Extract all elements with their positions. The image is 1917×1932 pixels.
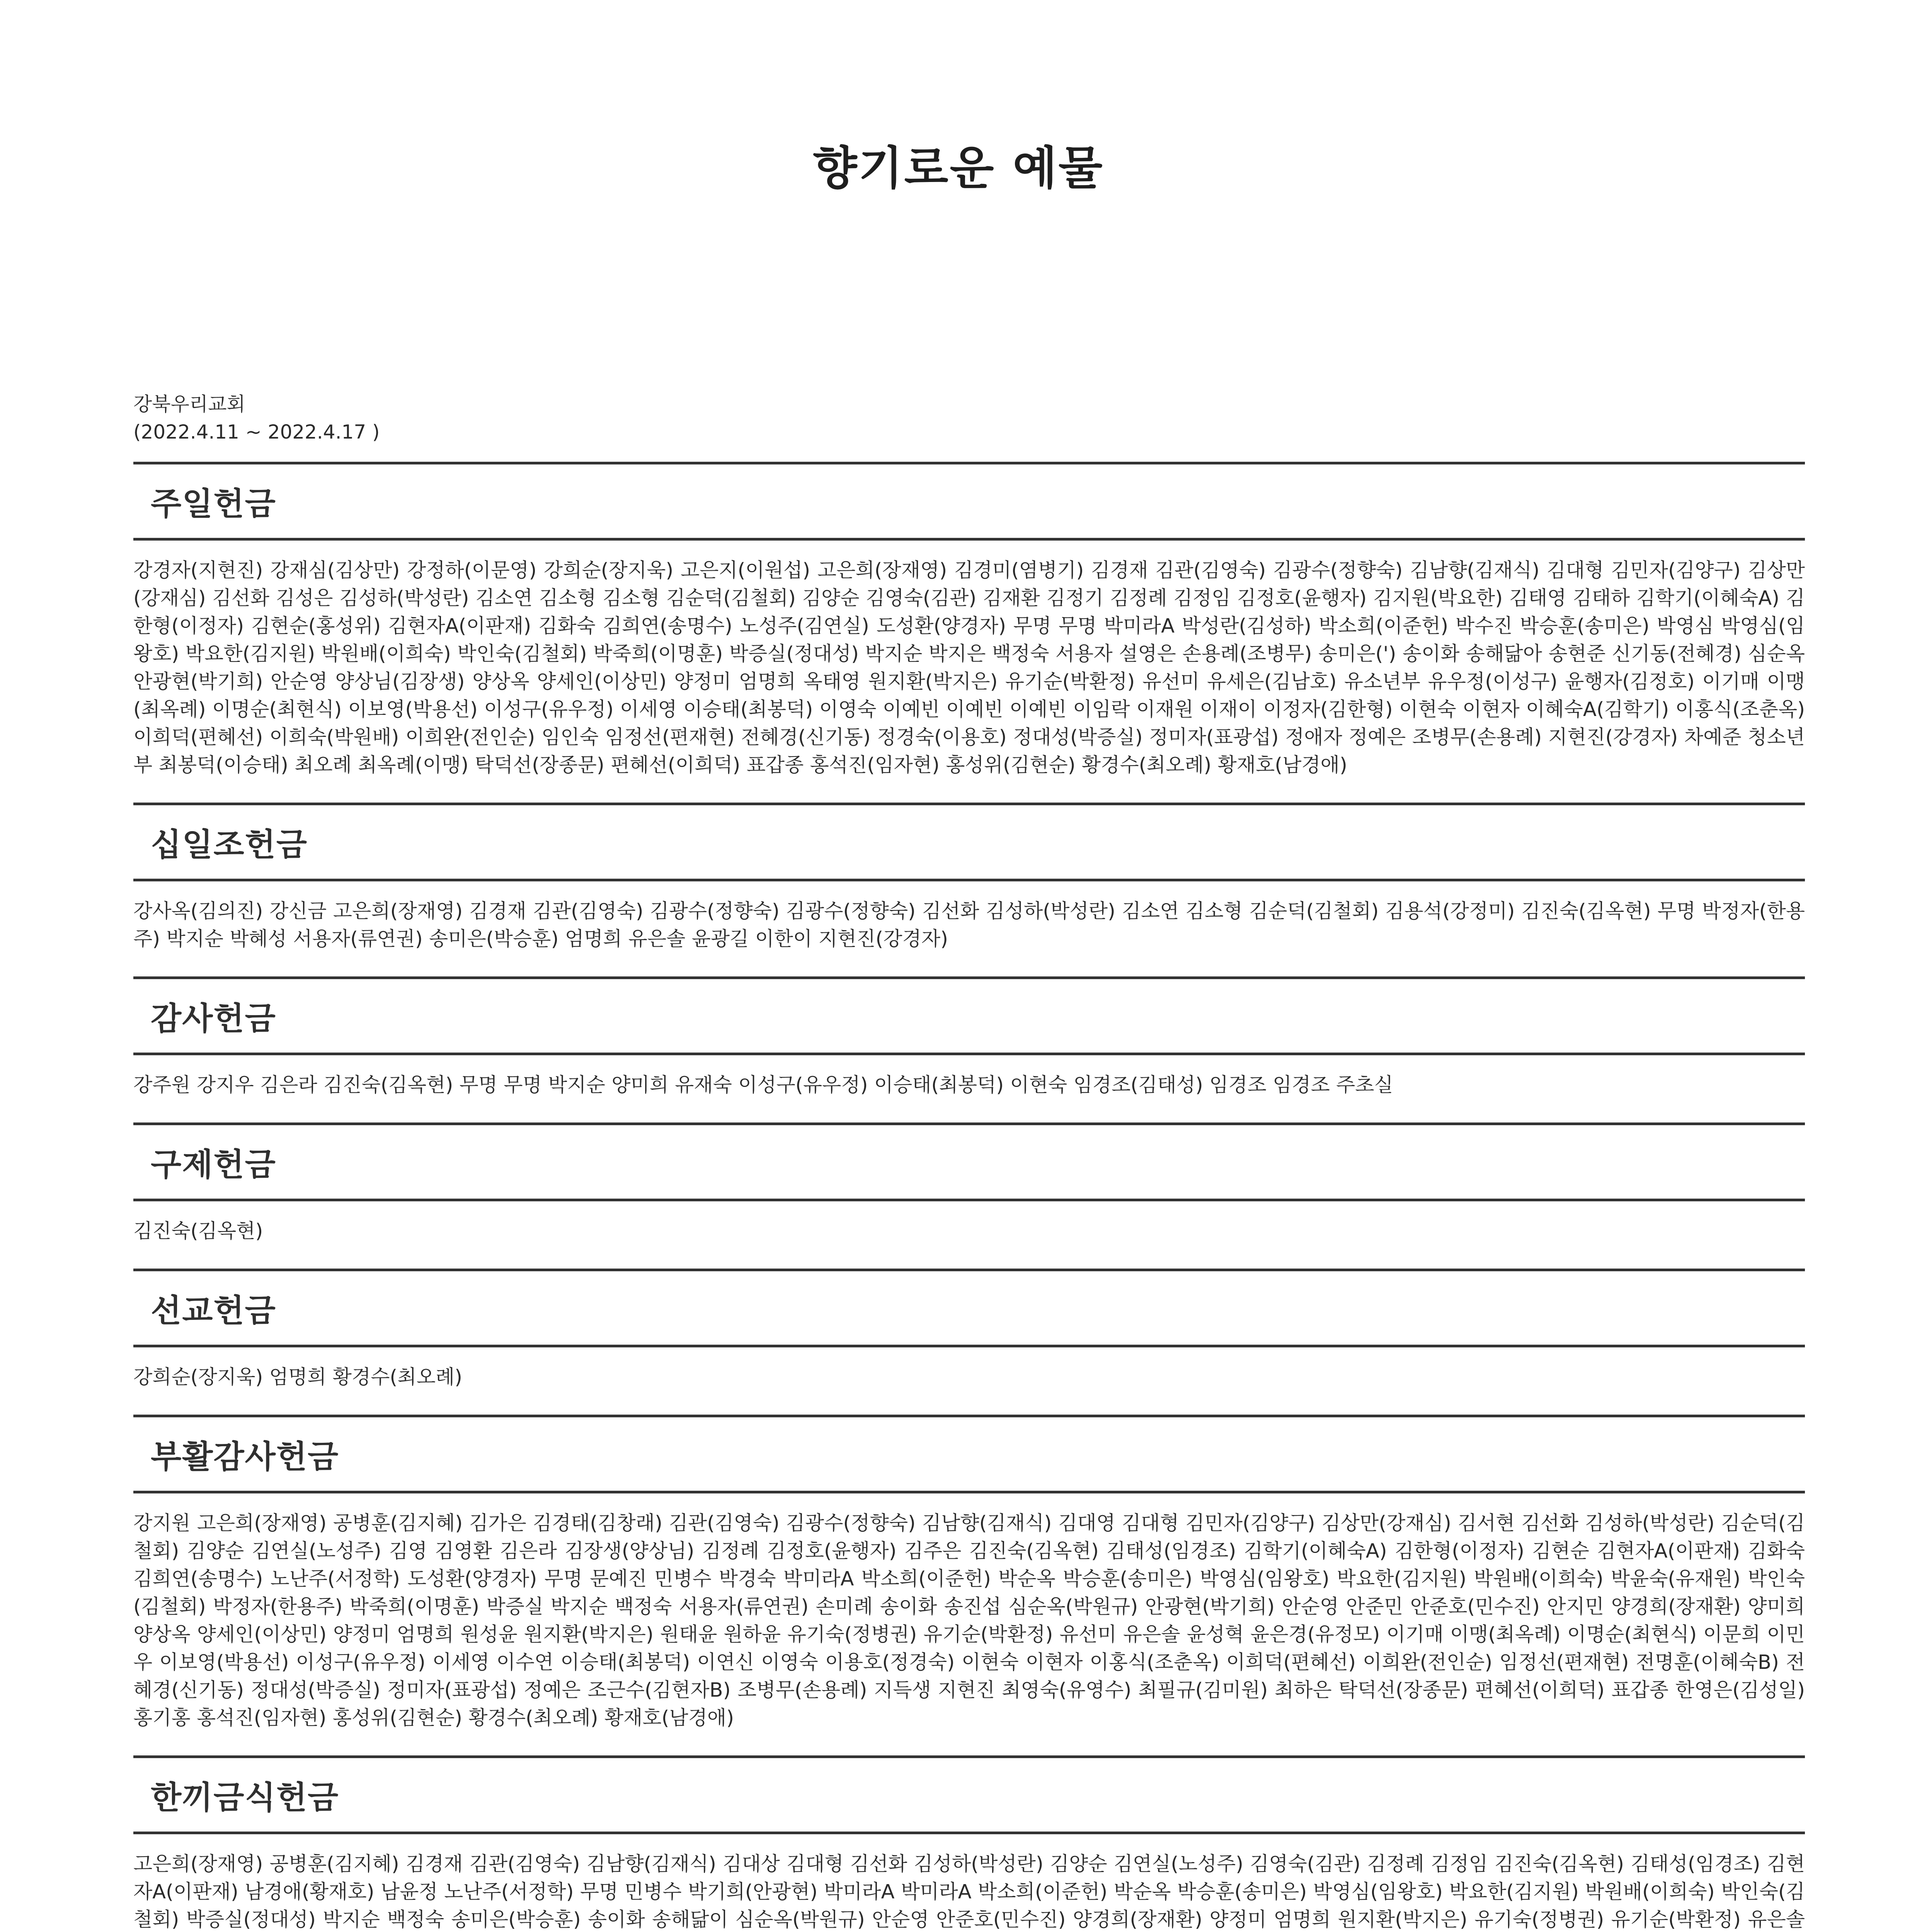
section-title: 한끼금식헌금 <box>151 1779 339 1816</box>
section-divider <box>133 1122 1805 1125</box>
section-fasting-offering <box>133 1755 1805 1932</box>
church-info <box>133 390 380 446</box>
section-header <box>133 805 1805 879</box>
section-divider <box>133 879 1805 881</box>
donor-list: 강사옥(김의진) 강신금 고은희(장재영) 김경재 김관(김영숙) 김광수(정향숙) 김광수(정향숙) 김선화 김성하(박성란) 김소연 김소형 김순덕(김철회) 김용석(강정미) 김진숙(김옥현) 무명 박정자(한용주) 박지순 박혜성 서용자(류연권) 송미은(박승훈) 엄명희 유은솔 윤광길 이한이 지현진(강경자) <box>133 900 1805 951</box>
section-divider <box>133 1345 1805 1347</box>
donor-list: 강희순(장지욱) 엄명희 황경수(최오례) <box>133 1366 463 1389</box>
donor-list: 고은희(장재영) 공병훈(김지혜) 김경재 김관(김영숙) 김남향(김재식) 김대상 김대형 김선화 김성하(박성란) 김양순 김연실(노성주) 김영숙(김관) 김정례 김정임 김진숙(김옥현) 김태성(임경조) 김현자A(이판재) 남경애(황재호) 남윤정 노난주(서정학) 무명 민병수 박기희(안광현) 박미라A 박미라A 박소희(이준헌) 박순옥 박승훈(송미은) 박영심(임왕호) 박요한(김지원) 박원배(이희숙) 박인숙(김철회) 박증실(정대성) 박지순 백정숙 송미은(박승훈) 송이화 송해닮이 심순옥(박원규) 안순영 안준호(민수진) 양경희(장재환) 양정미 엄명희 원지환(박지은) 유기숙(정병권) 유기순(박환정) 유은솔 <box>133 1853 1805 1931</box>
section-title: 주일헌금 <box>151 485 276 522</box>
donor-list: 김진숙(김옥현) <box>133 1220 263 1243</box>
section-title: 구제헌금 <box>151 1146 276 1183</box>
section-divider <box>133 1832 1805 1834</box>
section-thanksgiving-offering <box>133 976 1805 1122</box>
section-divider <box>133 1199 1805 1201</box>
section-mission-offering <box>133 1269 1805 1415</box>
section-relief-offering <box>133 1122 1805 1269</box>
donor-list: 강주원 강지우 김은라 김진숙(김옥현) 무명 무명 박지순 양미희 유재숙 이성구(유우정) 이승태(최봉덕) 이현숙 임경조(김태성) 임경조 임경조 주초실 <box>133 1074 1393 1097</box>
section-header <box>133 979 1805 1053</box>
section-title: 부활감사헌금 <box>151 1438 339 1475</box>
section-header <box>133 1417 1805 1491</box>
section-divider <box>133 976 1805 979</box>
section-header <box>133 464 1805 538</box>
offering-sections <box>133 462 1805 1932</box>
page-title: 향기로운 예물 <box>813 141 1104 195</box>
section-divider <box>133 1415 1805 1417</box>
section-divider <box>133 1491 1805 1493</box>
section-title: 십일조헌금 <box>151 826 308 863</box>
section-sunday-offering <box>133 462 1805 803</box>
section-header <box>133 1758 1805 1832</box>
section-title: 감사헌금 <box>151 1000 276 1037</box>
report-period: (2022.4.11 ~ 2022.4.17 ) <box>133 421 380 443</box>
section-tithe-offering <box>133 803 1805 976</box>
section-divider <box>133 1269 1805 1271</box>
section-divider <box>133 1053 1805 1055</box>
section-divider <box>133 462 1805 464</box>
donor-list: 강지원 고은희(장재영) 공병훈(김지혜) 김가은 김경태(김창래) 김관(김영숙) 김광수(정향숙) 김남향(김재식) 김대영 김대형 김민자(김양구) 김상만(강재심) 김서현 김선화 김성하(박성란) 김순덕(김철회) 김양순 김연실(노성주) 김영 김영환 김은라 김장생(양상님) 김정례 김정호(윤행자) 김주은 김진숙(김옥현) 김태성(임경조) 김학기(이혜숙A) 김한형(이정자) 김현순 김현자A(이판재) 김화숙 김희연(송명수) 노난주(서정학) 도성환(양경자) 무명 문예진 민병수 박경숙 박미라A 박소희(이준헌) 박순옥 박승훈(송미은) 박영심(임왕호) 박요한(김지원) 박원배(이희숙) 박윤숙(유재원) 박인숙(김철회) 박정자(한용주) 박죽희(이명훈) 박증실 박지순 백정숙 서용자(류연권) 손미례 송이화 송진섭 심순옥(박원규) 안광현(박기희) 안순영 안준민 안준호(민수진) 안지민 양경희(장재환) 양미희 양상옥 양세인(이상민) 양정미 엄명희 원성윤 원지환(박지은) 원태윤 원하윤 유기숙(정병권) 유기순(박환정) 유선미 유은솔 윤성혁 윤은경(유정모) 이기매 이맹(최옥례) 이명순(최현식) 이문희 이민우 이보영(박용선) 이성구(유우정) 이세영 이수연 이승태(최봉덕) 이연신 이영숙 이용호(정경숙) 이현숙 이현자 이홍식(조춘옥) 이희덕(편혜선) 이희완(전인순) 임정선(편재현) 전명훈(이혜숙B) 전혜경(신기동) 정대성(박증실) 정미자(표광섭) 정예은 조근수(김현자B) 조병무(손용례) 지득생 지현진 최영숙(유영수) 최필규(김미원) 최하은 탁덕선(장종문) 편혜선(이희덕) 표갑종 한영은(김성일) 홍기홍 홍석진(임자현) 홍성위(김현순) 황경수(최오례) 황재호(남경애) <box>133 1512 1805 1730</box>
section-easter-offering <box>133 1415 1805 1755</box>
section-divider <box>133 1755 1805 1758</box>
section-divider <box>133 538 1805 541</box>
donor-list: 강경자(지현진) 강재심(김상만) 강정하(이문영) 강희순(장지욱) 고은지(이원섭) 고은희(장재영) 김경미(염병기) 김경재 김관(김영숙) 김광수(정향숙) 김남향(김재식) 김대형 김민자(김양구) 김상만(강재심) 김선화 김성은 김성하(박성란) 김소연 김소형 김소형 김순덕(김철회) 김양순 김영숙(김관) 김재환 김정기 김정례 김정임 김정호(윤행자) 김지원(박요한) 김태영 김태하 김학기(이혜숙A) 김한형(이정자) 김현순(홍성위) 김현자A(이판재) 김화숙 김희연(송명수) 노성주(김연실) 도성환(양경자) 무명 무명 박미라A 박성란(김성하) 박소희(이준헌) 박수진 박승훈(송미은) 박영심 박영심(임왕호) 박요한(김지원) 박원배(이희숙) 박인숙(김철회) 박죽희(이명훈) 박증실(정대성) 박지순 박지은 백정숙 서용자 설영은 손용례(조병무) 송미은(') 송이화 송해닮아 송현준 신기동(전혜경) 심순옥 안광현(박기희) 안순영 양상님(김장생) 양상옥 양세인(이상민) 양정미 엄명희 옥태영 원지환(박지은) 유기순(박환정) 유선미 유세은(김남호) 유소년부 유우정(이성구) 윤행자(김정호) 이기매 이맹(최옥례) 이명순(최현식) 이보영(박용선) 이성구(유우정) 이세영 이승태(최봉덕) 이영숙 이예빈 이예빈 이예빈 이임락 이재원 이재이 이정자(김한형) 이현숙 이현자 이혜숙A(김학기) 이홍식(조춘옥) 이희덕(편혜선) 이희숙(박원배) 이희완(전인순) 임인숙 임정선(편재현) 전혜경(신기동) 정경숙(이용호) 정대성(박증실) 정미자(표광섭) 정애자 정예은 조병무(손용례) 지현진(강경자) 차예준 청소년부 최봉덕(이승태) 최오례 최옥례(이맹) 탁덕선(장종문) 편혜선(이희덕) 표갑종 홍석진(임자현) 홍성위(김현순) 황경수(최오례) 황재호(남경애) <box>133 559 1805 777</box>
church-name: 강북우리교회 <box>133 393 245 415</box>
section-header <box>133 1125 1805 1199</box>
section-title: 선교헌금 <box>151 1292 276 1329</box>
section-header <box>133 1271 1805 1345</box>
section-divider <box>133 803 1805 805</box>
